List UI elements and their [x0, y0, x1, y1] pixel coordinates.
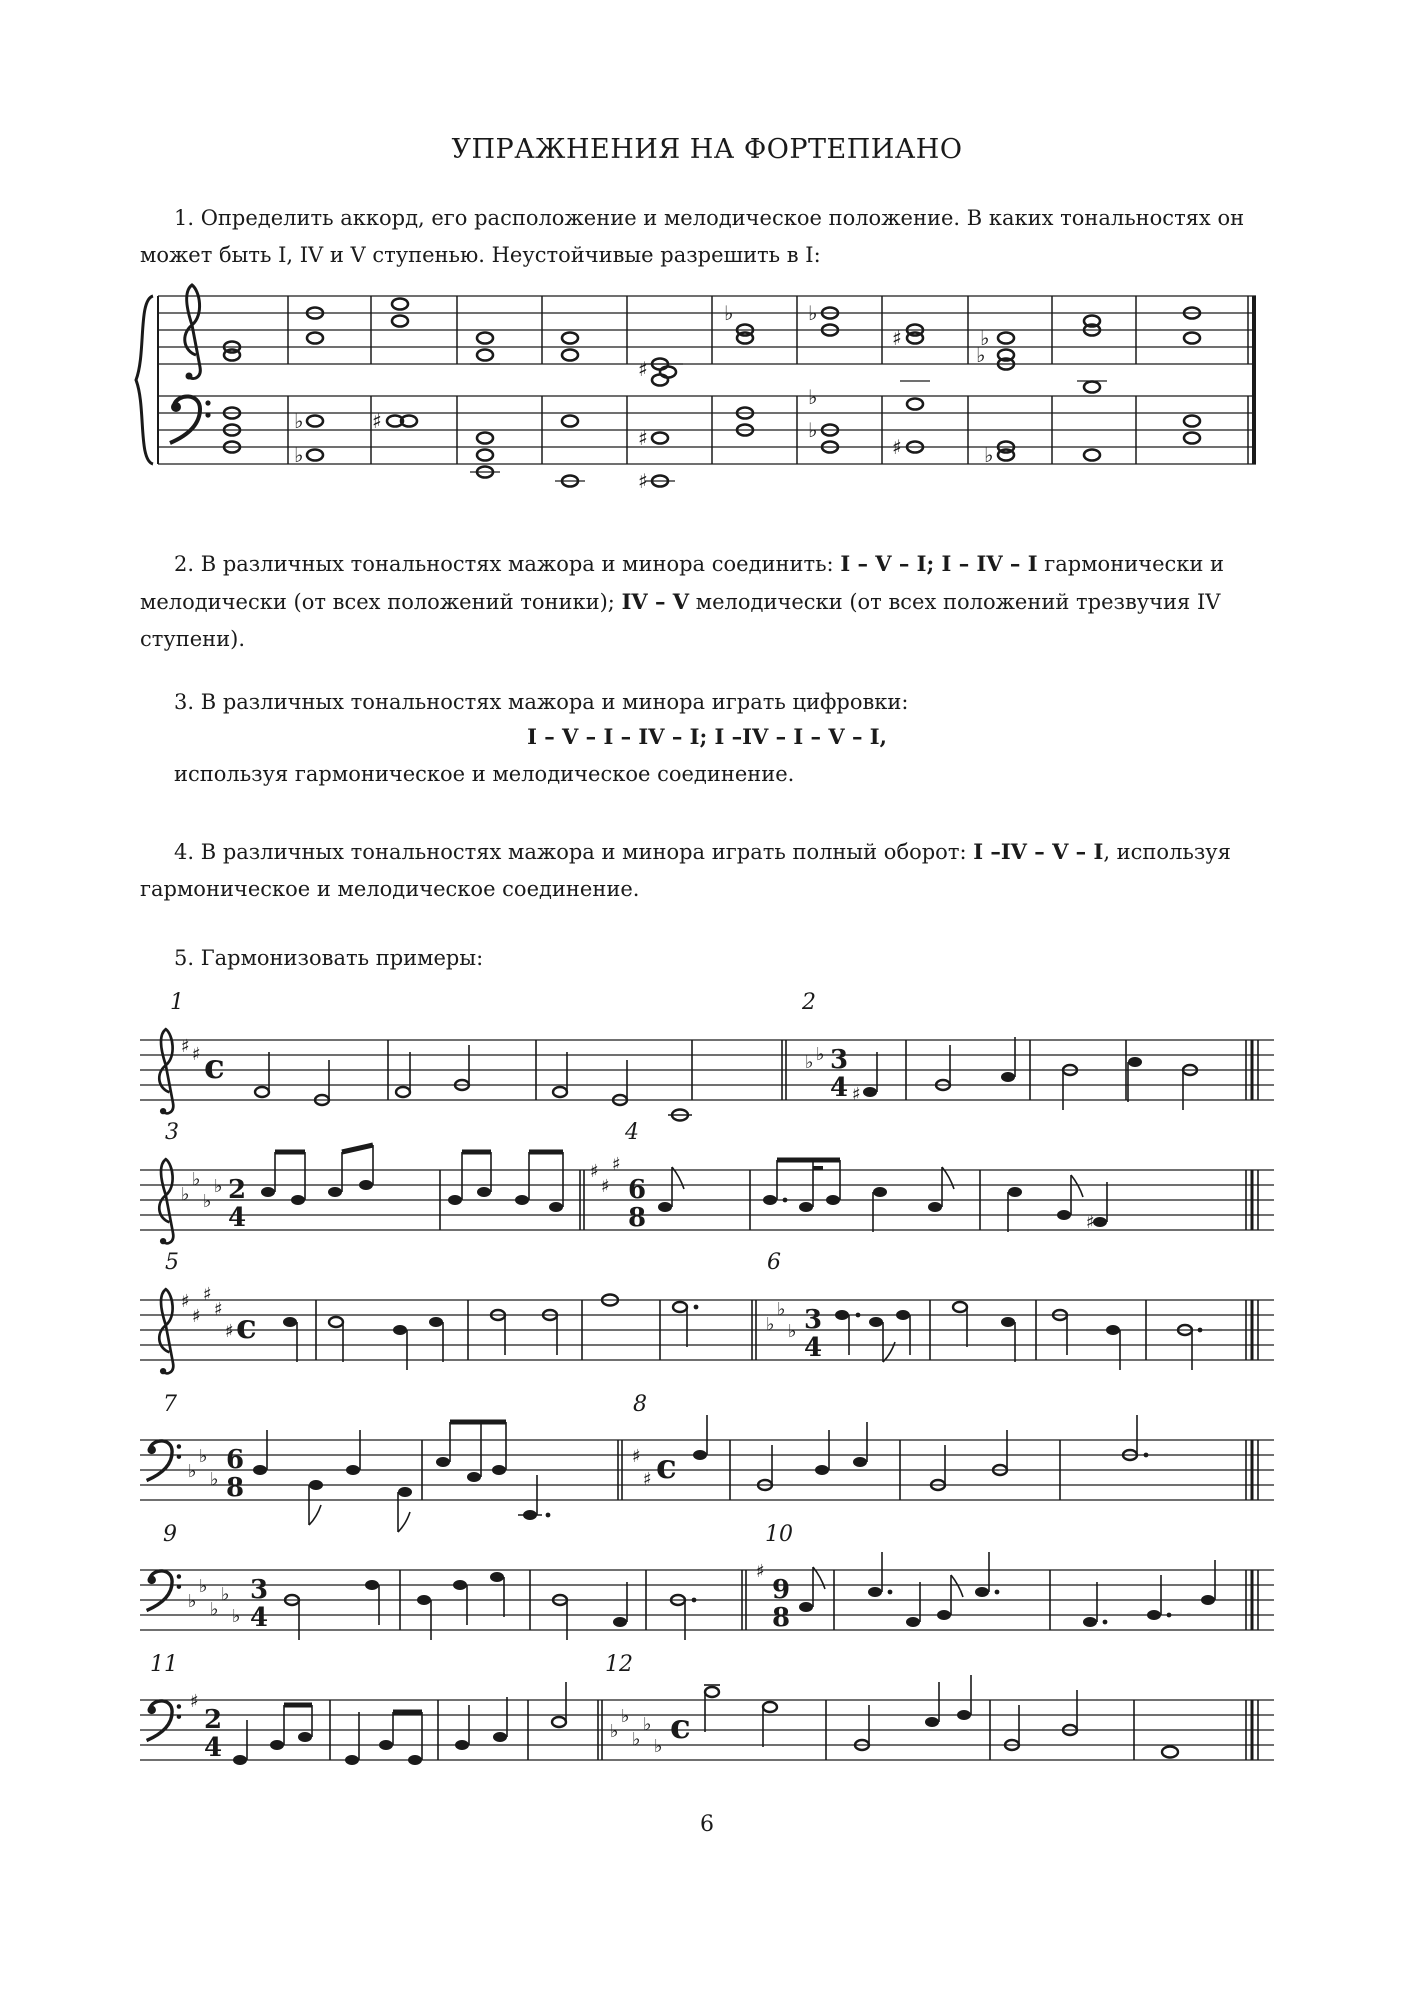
- time-signature-4-top: 6: [628, 1175, 647, 1205]
- svg-text:♭: ♭: [654, 1736, 663, 1757]
- svg-text:♭: ♭: [777, 1299, 786, 1320]
- svg-text:♯: ♯: [638, 426, 648, 450]
- svg-text:♭: ♭: [199, 1446, 208, 1467]
- svg-text:♯: ♯: [852, 1084, 861, 1105]
- svg-text:♯: ♯: [643, 1469, 652, 1490]
- svg-text:♯: ♯: [1086, 1212, 1095, 1233]
- svg-text:♯: ♯: [214, 1299, 223, 1320]
- example-number-4: 4: [625, 1120, 639, 1145]
- time-signature-6-bottom: 4: [804, 1333, 823, 1363]
- time-signature-11-bottom: 4: [204, 1733, 223, 1763]
- page-title: УПРАЖНЕНИЯ НА ФОРТЕПИАНО: [451, 134, 963, 165]
- exercise-2-line-3: ступени).: [140, 627, 246, 651]
- time-signature-8: c: [656, 1447, 677, 1487]
- svg-text:♭: ♭: [643, 1714, 652, 1735]
- time-signature-12: c: [670, 1707, 691, 1747]
- treble-staff-lines: [158, 296, 1256, 364]
- example-number-1: 1: [170, 990, 184, 1015]
- svg-text:♯: ♯: [203, 1284, 212, 1305]
- exercise-4-line-2: гармоническое и мелодическое соединение.: [140, 877, 640, 901]
- exercise-4-line-1: 4. В различных тональностях мажора и минора играть полный оборот: I –IV – V – I, используя: [174, 839, 1231, 864]
- example-number-2: 2: [802, 990, 816, 1015]
- svg-text:♭: ♭: [788, 1321, 797, 1342]
- exercise-3-line-1: 3. В различных тональностях мажора и минора играть цифровки:: [174, 690, 909, 714]
- staff-row-1: [140, 1029, 1274, 1120]
- time-signature-3-bottom: 4: [228, 1203, 247, 1233]
- staff-row-6: [140, 1675, 1274, 1765]
- svg-text:♭: ♭: [192, 1169, 201, 1190]
- time-signature-4-bottom: 8: [628, 1203, 647, 1233]
- svg-text:♭: ♭: [294, 443, 304, 467]
- svg-text:♯: ♯: [181, 1291, 190, 1312]
- example-number-7: 7: [163, 1392, 177, 1417]
- time-signature-1: c: [204, 1047, 225, 1087]
- svg-text:♯: ♯: [612, 1154, 621, 1175]
- svg-text:♭: ♭: [232, 1606, 241, 1627]
- page-number: 6: [700, 1812, 714, 1837]
- svg-text:♯: ♯: [590, 1161, 599, 1182]
- staff-row-3: [140, 1284, 1274, 1374]
- svg-text:♭: ♭: [816, 1044, 825, 1065]
- svg-text:♭: ♭: [632, 1729, 641, 1750]
- svg-text:♭: ♭: [210, 1469, 219, 1490]
- svg-text:♯: ♯: [638, 469, 648, 493]
- svg-text:♭: ♭: [188, 1591, 197, 1612]
- time-signature-9-top: 3: [250, 1575, 269, 1605]
- svg-text:♯: ♯: [225, 1321, 234, 1342]
- grand-staff-exercise-1: [136, 285, 1256, 493]
- svg-text:♯: ♯: [372, 409, 382, 433]
- time-signature-11-top: 2: [204, 1705, 223, 1735]
- svg-text:♭: ♭: [181, 1184, 190, 1205]
- grand-staff-brace: [136, 296, 158, 464]
- exercise-3-line-3: используя гармоническое и мелодическое соединение.: [174, 762, 795, 786]
- svg-text:♭: ♭: [808, 418, 818, 442]
- staff-row-2: [140, 1145, 1274, 1244]
- svg-text:♭: ♭: [203, 1191, 212, 1212]
- time-signature-5: c: [236, 1307, 257, 1347]
- time-signature-10-bottom: 8: [772, 1603, 791, 1633]
- svg-text:♯: ♯: [638, 357, 648, 381]
- svg-text:♭: ♭: [980, 326, 990, 350]
- example-number-9: 9: [163, 1522, 177, 1547]
- example-number-12: 12: [605, 1652, 633, 1677]
- svg-text:♭: ♭: [188, 1461, 197, 1482]
- example-number-6: 6: [767, 1250, 781, 1275]
- exercise-1-line-2: может быть I, IV и V ступенью. Неустойчивые разрешить в I:: [140, 243, 821, 267]
- svg-text:♭: ♭: [621, 1706, 630, 1727]
- example-number-3: 3: [165, 1120, 179, 1145]
- svg-text:♭: ♭: [199, 1576, 208, 1597]
- svg-text:♭: ♭: [610, 1721, 619, 1742]
- svg-text:♯: ♯: [632, 1446, 641, 1467]
- svg-text:♭: ♭: [984, 443, 994, 467]
- treble-clef-icon: [185, 285, 201, 380]
- time-signature-3-top: 2: [228, 1175, 247, 1205]
- exercise-1-line-1: 1. Определить аккорд, его расположение и мелодическое положение. В каких тональностях он: [174, 206, 1245, 230]
- svg-text:♭: ♭: [808, 385, 818, 409]
- svg-text:♯: ♯: [192, 1306, 201, 1327]
- svg-text:♭: ♭: [210, 1599, 219, 1620]
- barlines: [288, 296, 1248, 464]
- svg-text:♯: ♯: [892, 435, 902, 459]
- time-signature-2-bottom: 4: [830, 1073, 849, 1103]
- staff-row-4: [140, 1415, 1274, 1532]
- bass-clef-icon: [170, 396, 211, 443]
- time-signature-7-top: 6: [226, 1445, 245, 1475]
- svg-text:♭: ♭: [221, 1584, 230, 1605]
- time-signature-9-bottom: 4: [250, 1603, 269, 1633]
- svg-text:♭: ♭: [976, 343, 986, 367]
- svg-text:♯: ♯: [892, 326, 902, 350]
- svg-text:♯: ♯: [192, 1044, 201, 1065]
- exercise-2-line-2: мелодически (от всех положений тоники); IV – V мелодически (от всех положений трезвучия IV: [140, 589, 1221, 614]
- time-signature-7-bottom: 8: [226, 1473, 245, 1503]
- svg-text:♭: ♭: [805, 1052, 814, 1073]
- exercise-5-line-1: 5. Гармонизовать примеры:: [174, 946, 484, 970]
- svg-text:♯: ♯: [181, 1036, 190, 1057]
- time-signature-2-top: 3: [830, 1045, 849, 1075]
- svg-text:♯: ♯: [190, 1691, 199, 1712]
- example-number-5: 5: [165, 1250, 179, 1275]
- example-number-11: 11: [150, 1652, 178, 1677]
- svg-text:♭: ♭: [808, 301, 818, 325]
- example-number-10: 10: [765, 1522, 793, 1547]
- svg-text:♯: ♯: [601, 1176, 610, 1197]
- svg-text:♭: ♭: [214, 1176, 223, 1197]
- staff-row-5: [140, 1552, 1274, 1640]
- example-number-8: 8: [633, 1392, 647, 1417]
- exercise-2-line-1: 2. В различных тональностях мажора и минора соединить: I – V – I; I – IV – I гармонически и: [174, 551, 1225, 576]
- svg-text:♯: ♯: [756, 1561, 765, 1582]
- svg-text:♭: ♭: [766, 1314, 775, 1335]
- svg-text:♭: ♭: [724, 301, 734, 325]
- svg-text:♭: ♭: [294, 409, 304, 433]
- time-signature-6-top: 3: [804, 1305, 823, 1335]
- time-signature-10-top: 9: [772, 1575, 791, 1605]
- exercise-3-formula: I – V – I – IV – I; I –IV – I – V – I,: [527, 724, 887, 749]
